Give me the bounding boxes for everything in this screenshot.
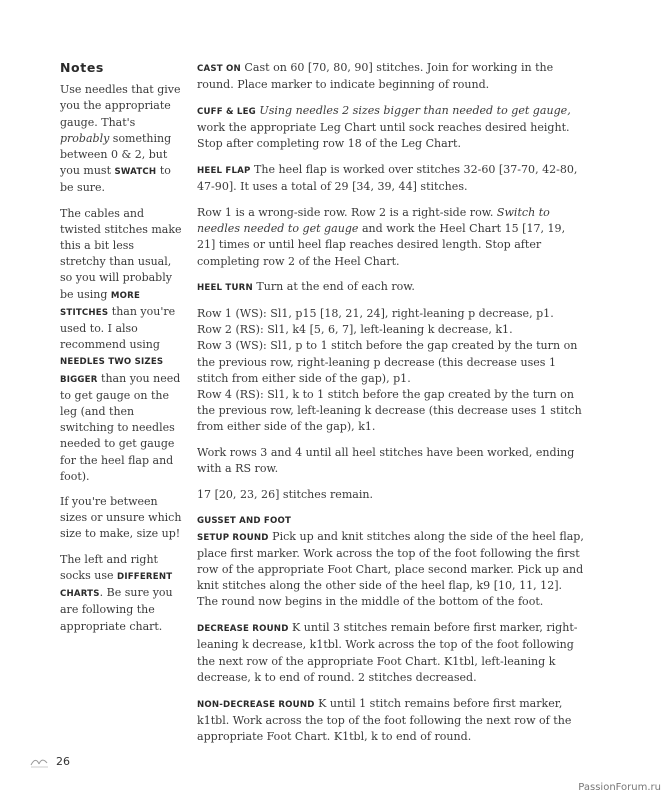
work-rows-text: Work rows 3 and 4 until all heel stitches have been worked, ending with a RS row. [197,446,575,476]
book-logo-icon [30,756,50,768]
heel-turn-section: HEEL TURN Turn at the end of each row. [197,280,415,294]
heel-flap-section: HEEL FLAP The heel flap is worked over stitches 32-60 [37-70, 42-80, 47-90]. It uses a total of 29 [34, 39, 44] stitches. [197,163,578,194]
decrease-round-section: DECREASE ROUND K until 3 stitches remain before first marker, right-leaning k decrease, k1tbl. Work across the top of the foot following the next row of the appropriate Foot Chart. K1tbl, left-leaning k decrease, k to end of round. 2 stitches decreased. [197,621,578,684]
row-line: Row 2 (RS): Sl1, k4 [5, 6, 7], left-leaning k decrease, k1. [197,323,513,337]
note-sizes: If you're between sizes or unsure which size to make, size up! [60,495,182,541]
notes-title: Notes [60,60,104,75]
heel-flap-rows: Row 1 is a wrong-side row. Row 2 is a right-side row. Switch to needles needed to get gauge and work the Heel Chart 15 [17, 19, 21] times or until heel flap reaches desired length. Stop after completing row 2 of the Heel Chart. [197,205,566,268]
note-cables: The cables and twisted stitches make this a bit less stretchy than usual, so you will probably be using MORE STITCHES than you're used to. I also recommend using NEEDLES TWO SIZES BIGGER than you need to get gauge on the leg (and then switching to needles needed to get gauge for the heel flap and foot). [60,206,182,483]
cast-on-section: CAST ON Cast on 60 [70, 80, 90] stitches. Join for working in the round. Place marker to indicate beginning of round. [197,61,554,92]
notes-sidebar [60,58,182,644]
page-footer [30,755,70,768]
setup-round-section: SETUP ROUND Pick up and knit stitches along the side of the heel flap, place first marker. Work across the top of the foot following the first row of the appropriate Foot Chart, place second marker. Pick up and knit stitches along the other side of the heel flap, k9 [10, 11, 12]. The round now begins in the middle of the bottom of the foot. [197,529,584,609]
pattern-instructions [197,60,585,755]
row-line: Row 3 (WS): Sl1, p to 1 stitch before the gap created by the turn on the previous row, right-leaning p decrease (this decrease uses 1 stitch from either side of the gap), p1. [197,339,578,385]
note-gauge: Use needles that give you the appropriate gauge. That's probably something between 0 & 2, but you must SWATCH to be sure. [60,83,181,195]
cuff-leg-section: CUFF & LEG Using needles 2 sizes bigger than needed to get gauge, work the appropriate Leg Chart until sock reaches desired height. Stop after completing row 18 of the Leg Chart. [197,103,571,151]
stitches-remain-text: 17 [20, 23, 26] stitches remain. [197,487,374,501]
page-number: 26 [56,755,70,768]
row-line: Row 4 (RS): Sl1, k to 1 stitch before the gap created by the turn on the previous row, left-leaning k decrease (this decrease uses 1 stitch from either side of the gap), k1. [197,387,582,434]
watermark: PassionForum.ru [578,782,661,793]
heel-turn-rows [197,306,585,436]
gusset-foot-title: GUSSET AND FOOT [197,515,292,526]
row-line: Row 1 (WS): Sl1, p15 [18, 21, 24], right-leaning p decrease, p1. [197,306,554,320]
note-charts: The left and right socks use DIFFERENT CHARTS. Be sure you are following the appropriate chart. [60,552,173,633]
non-decrease-round-section: NON-DECREASE ROUND K until 1 stitch remains before first marker, k1tbl. Work across the top of the foot following the next row of the appropriate Foot Chart. K1tbl, k to end of round. [197,696,572,743]
